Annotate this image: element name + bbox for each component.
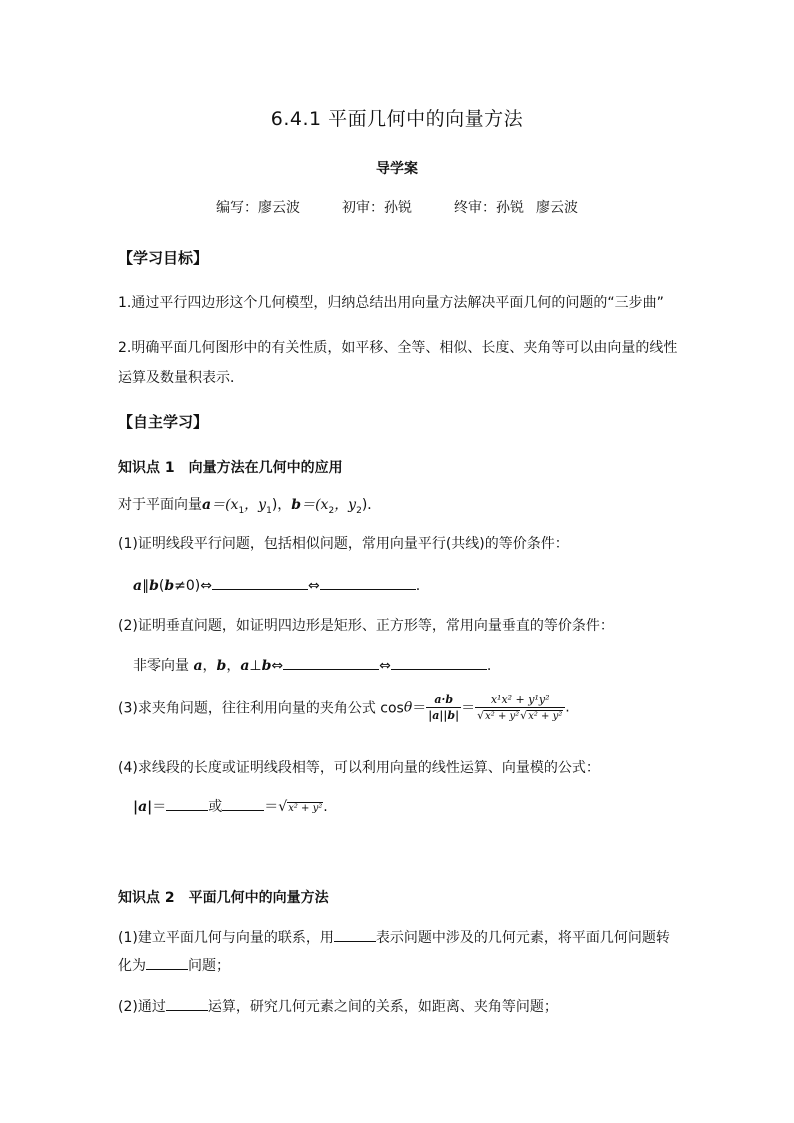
- iff-symbol: ⇔: [307, 578, 320, 594]
- intro-text: ＝(x: [301, 497, 329, 513]
- parallel-symbol: ∥: [142, 578, 150, 594]
- intro-text: 对于平面向量: [118, 497, 202, 513]
- fill-in-blank[interactable]: [166, 996, 208, 1011]
- page-subtitle: 导学案: [376, 161, 418, 177]
- fill-in-blank[interactable]: [391, 655, 487, 670]
- paragraph-text: 运算，研究几何元素之间的关系，如距离、夹角等问题；: [207, 999, 558, 1015]
- fill-in-blank[interactable]: [283, 655, 379, 670]
- knowledge-point-2-title: 知识点 2 平面几何中的向量方法: [118, 890, 329, 906]
- formula-text: ＝: [412, 700, 427, 717]
- goal-item-2-line-2: 运算及数量积表示．: [118, 370, 244, 386]
- kp1-point-4: (4)求线段的长度或证明线段相等，可以利用向量的线性运算、向量模的公式：: [118, 760, 600, 776]
- kp1-point-3: [118, 693, 570, 722]
- fraction-numerator: a·b: [426, 693, 461, 708]
- subscript: 1: [266, 505, 272, 516]
- goal-item-1: 1.通过平行四边形这个几何模型，归纳总结出用向量方法解决平面几何的问题的“三步曲”: [118, 295, 664, 311]
- formula-text: .: [415, 578, 421, 594]
- sqrt-radicand: x² + y²: [528, 711, 563, 722]
- subscript: 1: [238, 505, 245, 516]
- sqrt-sign: √: [278, 799, 288, 815]
- cos-fraction: [426, 693, 461, 722]
- iff-symbol: ⇔: [379, 658, 391, 674]
- sqrt-radicand: x² + y²: [485, 711, 520, 722]
- kp2-point-2: [118, 996, 558, 1016]
- formula-text: 或: [208, 799, 223, 815]
- vector-a: a: [133, 578, 143, 594]
- formula-text: ＝: [264, 799, 279, 815]
- paragraph-text: (1)建立平面几何与向量的联系，用: [118, 930, 334, 946]
- kp1-intro: [118, 494, 381, 516]
- paragraph-text: 化为: [118, 958, 146, 974]
- credit-writer: 编写：廖云波: [216, 200, 300, 216]
- intro-text: ＝(x: [211, 497, 239, 513]
- formula-text: ＝: [152, 799, 167, 815]
- fraction-denominator: √x² + y²√x² + y²: [477, 709, 563, 722]
- sqrt-radicand: x² + y²: [288, 803, 323, 814]
- credits-line: [0, 197, 794, 217]
- formula-text: .: [323, 799, 328, 815]
- perp-symbol: ⊥: [249, 658, 262, 674]
- vector-b: b: [149, 578, 159, 594]
- fill-in-blank[interactable]: [212, 575, 308, 590]
- paragraph-text: 问题；: [188, 958, 230, 974]
- fill-in-blank[interactable]: [166, 796, 208, 811]
- fraction-numerator: x¹x² + y¹y²: [475, 693, 565, 708]
- intro-text: ，y: [334, 497, 357, 513]
- kp1-point-4-formula: [133, 796, 328, 816]
- iff-symbol: ⇔: [271, 658, 284, 674]
- self-study-heading: 【自主学习】: [118, 413, 209, 431]
- subscript: 2: [328, 505, 335, 516]
- page-title: 6.4.1 平面几何中的向量方法: [270, 108, 524, 130]
- knowledge-point-1-title: 知识点 1 向量方法在几何中的应用: [118, 460, 343, 476]
- formula-text: (: [158, 578, 165, 594]
- vector-a: a: [193, 658, 203, 674]
- vector-b: b: [216, 658, 227, 674]
- intro-text: ，y: [244, 497, 267, 513]
- credit-final-review-extra: 廖云波: [536, 200, 578, 216]
- goals-heading: 【学习目标】: [118, 249, 209, 267]
- paragraph-text: 表示问题中涉及的几何元素，将平面几何问题转: [375, 930, 670, 946]
- goal-item-2-line-1: 2.明确平面几何图形中的有关性质，如平移、全等、相似、长度、夹角等可以由向量的线性: [118, 340, 678, 356]
- coordinate-fraction: [475, 693, 565, 722]
- formula-text: ，: [202, 658, 217, 674]
- kp1-point-2-formula: [133, 655, 491, 675]
- magnitude-a: |a|: [133, 799, 153, 815]
- vector-b: b: [291, 497, 302, 513]
- fill-in-blank[interactable]: [146, 955, 188, 970]
- formula-text: ＝: [461, 700, 476, 717]
- formula-text: (3)求夹角问题，往往利用向量的夹角公式 cos: [118, 700, 404, 717]
- formula-text: .: [565, 699, 570, 716]
- fraction-denominator: |a||b|: [428, 709, 460, 722]
- subscript: 2: [356, 505, 362, 516]
- formula-text: ，: [226, 658, 241, 674]
- fill-in-blank[interactable]: [222, 796, 264, 811]
- kp1-point-1-formula: [133, 575, 420, 594]
- kp1-point-1: (1)证明线段平行问题，包括相似问题，常用向量平行(共线)的等价条件：: [118, 536, 569, 552]
- vector-b: b: [261, 658, 272, 674]
- vector-a: a: [202, 497, 212, 513]
- credit-final-review: 终审：孙锐: [454, 200, 524, 216]
- formula-text: 非零向量: [133, 658, 189, 674]
- formula-text: .: [486, 658, 492, 674]
- credit-first-review: 初审：孙锐: [342, 200, 412, 216]
- vector-b: b: [164, 578, 175, 594]
- paragraph-text: (2)通过: [118, 999, 166, 1015]
- formula-text: ≠0)⇔: [174, 578, 212, 594]
- intro-text: )，: [271, 497, 292, 513]
- fill-in-blank[interactable]: [334, 927, 376, 942]
- theta-symbol: θ: [403, 699, 413, 716]
- kp1-point-2: (2)证明垂直问题，如证明四边形是矩形、正方形等，常用向量垂直的等价条件：: [118, 618, 614, 634]
- kp2-point-1-line-2: [118, 955, 230, 975]
- fill-in-blank[interactable]: [320, 575, 416, 590]
- intro-text: )．: [361, 497, 382, 513]
- vector-a: a: [240, 658, 250, 674]
- kp2-point-1-line-1: [118, 927, 670, 947]
